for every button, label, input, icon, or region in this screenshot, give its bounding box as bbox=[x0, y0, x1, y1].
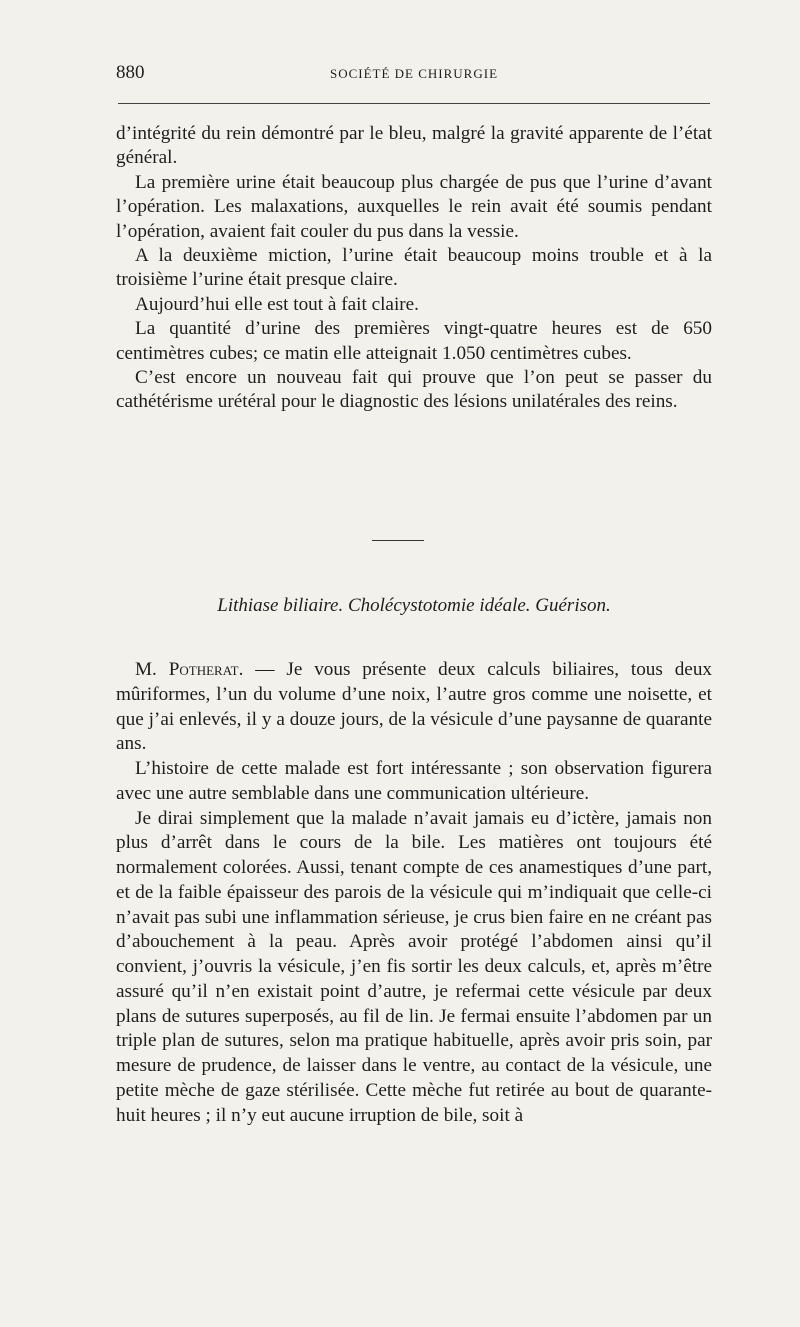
section-divider bbox=[372, 540, 424, 541]
running-title: SOCIÉTÉ DE CHIRURGIE bbox=[329, 66, 499, 81]
page-number: 880 bbox=[116, 62, 145, 83]
section1-body bbox=[116, 122, 712, 415]
header-rule bbox=[118, 103, 710, 104]
paragraph: d’intégrité du rein démontré par le bleu, malgré la gravité apparente de l’état général. bbox=[116, 123, 712, 169]
paragraph-text: — Je vous présente deux calculs biliaires, tous deux mûriformes, l’un du volume d’une noix, l’autre gros comme une noisette, et que j’ai enlevés, il y a douze jours, de la vésicule d’une paysanne de quarante ans. bbox=[116, 659, 713, 755]
paragraph: La quantité d’urine des premières vingt-quatre heures est de 650 centimètres cubes; ce matin elle atteignait 1.050 centimètres cubes. bbox=[116, 318, 712, 364]
paragraph bbox=[116, 658, 712, 757]
paragraph: La première urine était beaucoup plus chargée de pus que l’urine d’avant l’opération. Les malaxations, auxquelles le rein avait été soumis pendant l’opération, avaient fait couler du pus dans la vessie. bbox=[116, 171, 712, 242]
paragraph: A la deuxième miction, l’urine était beaucoup moins trouble et à la troisième l’urine était presque claire. bbox=[116, 245, 712, 291]
paragraph: Je dirai simplement que la malade n’avait jamais eu d’ictère, jamais non plus d’arrêt dans le cours de la bile. Les matières ont toujours été normalement colorées. Aussi, tenant compte de ces anamestiques d’une part, et de la faible épaisseur des parois de la vésicule qui m’indiquait que celle-ci n’avait pas subi une inflammation sérieuse, je crus bien faire en ne créant pas d’abouchement à la peau. Après avoir protégé l’abdomen ainsi qu’il convient, j’ouvris la vésicule, j’en fis sortir les deux calculs, et, après m’être assuré qu’il n’en existait point d’autre, je refermai cette vésicule par deux plans de sutures superposés, au fil de lin. Je fermai ensuite l’abdomen par un triple plan de sutures, selon ma pratique habituelle, après avoir pris soin, par mesure de prudence, de laisser dans le ventre, au contact de la vésicule, une petite mèche de gaze stérilisée. Cette mèche fut retirée au bout de quarante-huit heures ; il n’y eut aucune irruption de bile, soit à bbox=[116, 807, 712, 1126]
speaker-name: M. Potherat. bbox=[135, 659, 244, 680]
paragraph: C’est encore un nouveau fait qui prouve que l’on peut se passer du cathétérisme urétéral pour le diagnostic des lésions unilatérales des reins. bbox=[116, 367, 712, 413]
paragraph: L’histoire de cette malade est fort intéressante ; son observation figurera avec une autre semblable dans une communication ultérieure. bbox=[116, 758, 712, 804]
paragraph: Aujourd’hui elle est tout à fait claire. bbox=[135, 293, 419, 315]
section2-body bbox=[116, 658, 712, 1128]
page-header bbox=[116, 62, 712, 92]
section-title: Lithiase biliaire. Cholécystotomie idéale. Guérison. bbox=[217, 595, 611, 616]
